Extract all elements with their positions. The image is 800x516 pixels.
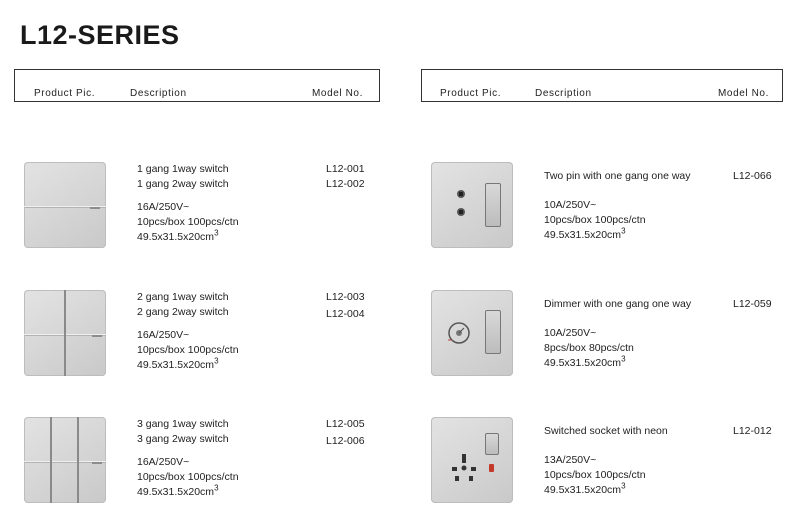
product-line: 1 gang 2way switch [137,178,229,190]
product-rating: 13A/250V~ [544,454,597,466]
product-line: 3 gang 1way switch [137,418,229,430]
dimmer-switch-image [431,290,513,376]
product-rating: 16A/250V~ [137,456,190,468]
model-number: L12-059 [733,298,772,310]
product-packing: 10pcs/box 100pcs/ctn [544,214,646,226]
product-line: 2 gang 2way switch [137,306,229,318]
model-numbers [326,162,365,192]
product-rating: 16A/250V~ [137,201,190,213]
model-number: L12-006 [326,435,365,447]
two-pin-socket-icon [451,188,471,222]
product-line: Switched socket with neon [544,425,668,437]
model-number: L12-001 [326,163,365,175]
header-description: Description [130,88,187,99]
dimmer-knob-icon [446,320,472,346]
three-gang-switch-image [24,417,106,503]
product-size: $49.5x31.5x20cm^3$ [137,356,219,371]
product-description [544,424,668,498]
model-numbers [326,417,365,449]
header-product-pic: Product Pic. [440,88,502,99]
header-model-no: Model No. [718,88,769,99]
product-size: $49.5x31.5x20cm^3$ [544,354,626,369]
product-line: Two pin with one gang one way [544,170,691,182]
two-gang-switch-image [24,290,106,376]
product-packing: 10pcs/box 100pcs/ctn [137,471,239,483]
product-rating: 10A/250V~ [544,199,597,211]
model-number: L12-002 [326,178,365,190]
model-number: L12-066 [733,170,772,182]
model-number: L12-003 [326,291,365,303]
product-packing: 10pcs/box 100pcs/ctn [544,469,646,481]
model-number: L12-004 [326,308,365,320]
product-description [137,162,239,245]
product-packing: 10pcs/box 100pcs/ctn [137,216,239,228]
product-packing: 8pcs/box 80pcs/ctn [544,342,634,354]
product-rating: 16A/250V~ [137,329,190,341]
product-line: Dimmer with one gang one way [544,298,692,310]
product-size: $49.5x31.5x20cm^3$ [137,483,219,498]
universal-socket-icon [449,453,479,483]
product-rating: 10A/250V~ [544,327,597,339]
product-size: $49.5x31.5x20cm^3$ [544,226,626,241]
model-number: L12-005 [326,418,365,430]
model-numbers [326,290,365,322]
model-number: L12-012 [733,425,772,437]
product-line: 1 gang 1way switch [137,163,229,175]
neon-indicator [489,464,494,472]
switched-socket-image [431,417,513,503]
right-table-header [421,69,783,102]
two-pin-socket-switch-image [431,162,513,248]
one-gang-switch-image [24,162,106,248]
product-description [544,169,691,243]
header-product-pic: Product Pic. [34,88,96,99]
product-description [544,297,691,371]
product-line: 2 gang 1way switch [137,291,229,303]
product-packing: 10pcs/box 100pcs/ctn [137,344,239,356]
header-model-no: Model No. [312,88,363,99]
product-description [137,417,239,500]
left-table-header [14,69,380,102]
product-description [137,290,239,373]
product-line: 3 gang 2way switch [137,433,229,445]
header-description: Description [535,88,592,99]
product-size: $49.5x31.5x20cm^3$ [137,228,219,243]
product-size: $49.5x31.5x20cm^3$ [544,481,626,496]
page-title: L12-SERIES [20,20,180,50]
